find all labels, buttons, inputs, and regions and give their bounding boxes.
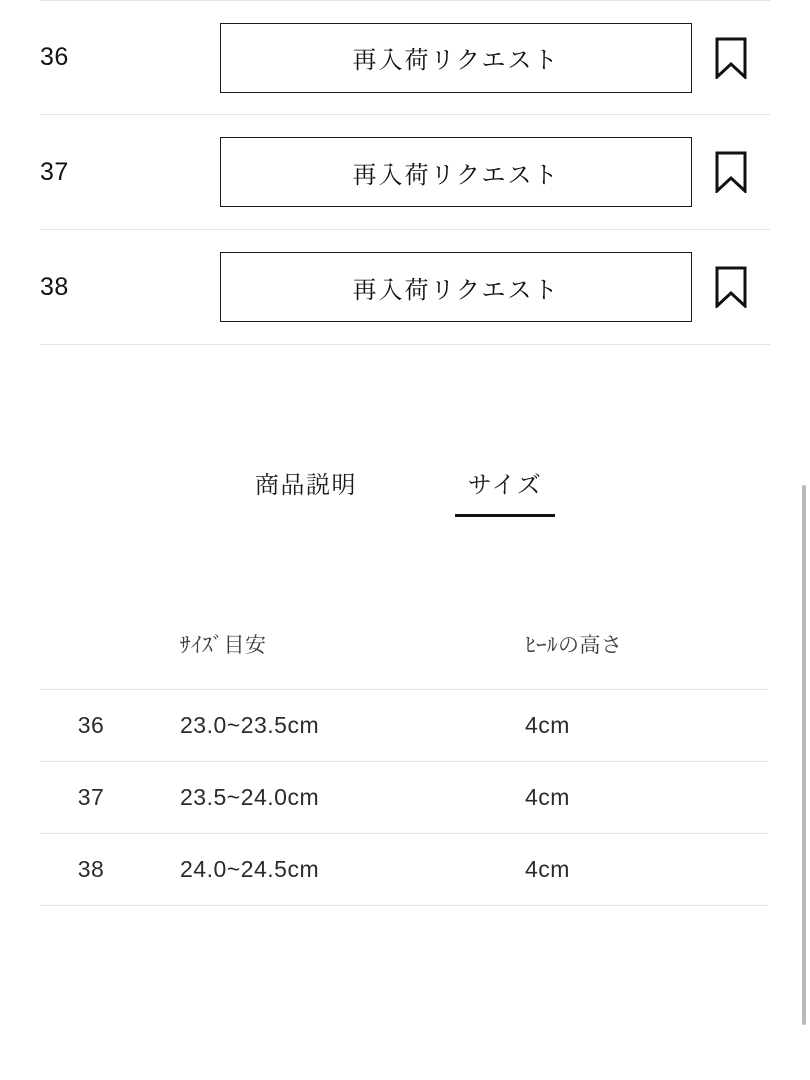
size-label: 37: [40, 157, 69, 186]
column-header-size: [40, 629, 180, 690]
bookmark-icon[interactable]: [692, 266, 770, 308]
cell-measurement: 23.0~23.5cm: [180, 690, 525, 762]
size-availability-list: [0, 0, 810, 345]
cell-heel-height: 4cm: [525, 834, 768, 906]
table-row: [40, 834, 768, 906]
table-row: [40, 230, 770, 345]
tab-product-description[interactable]: 商品説明: [255, 472, 357, 499]
cell-measurement: 23.5~24.0cm: [180, 762, 525, 834]
size-label: 36: [40, 43, 69, 71]
table-row: [40, 115, 770, 230]
table-row: [40, 762, 768, 834]
table-header-row: [40, 629, 768, 690]
column-header-heel-height: ﾋｰﾙの高さ: [525, 634, 623, 657]
cell-size: 38: [40, 834, 180, 906]
table-row: [40, 690, 768, 762]
restock-request-button[interactable]: 再入荷リクエスト: [220, 252, 692, 322]
cell-heel-height: 4cm: [525, 690, 768, 762]
size-label: 38: [40, 272, 69, 301]
cell-size: 36: [40, 690, 180, 762]
cell-measurement: 24.0~24.5cm: [180, 834, 525, 906]
cell-heel-height: 4cm: [525, 762, 768, 834]
detail-tabs: [0, 465, 810, 517]
table-row: [40, 0, 770, 115]
bookmark-icon[interactable]: [692, 151, 770, 193]
column-header-measurement: ｻｲｽﾞ目安: [180, 634, 267, 657]
tab-size[interactable]: サイズ: [455, 465, 555, 517]
restock-request-button[interactable]: 再入荷リクエスト: [220, 137, 692, 207]
size-chart-table: [40, 629, 768, 906]
bookmark-icon[interactable]: [692, 37, 770, 79]
cell-size: 37: [40, 762, 180, 834]
restock-request-button[interactable]: 再入荷リクエスト: [220, 23, 692, 93]
scrollbar[interactable]: [802, 485, 806, 1025]
